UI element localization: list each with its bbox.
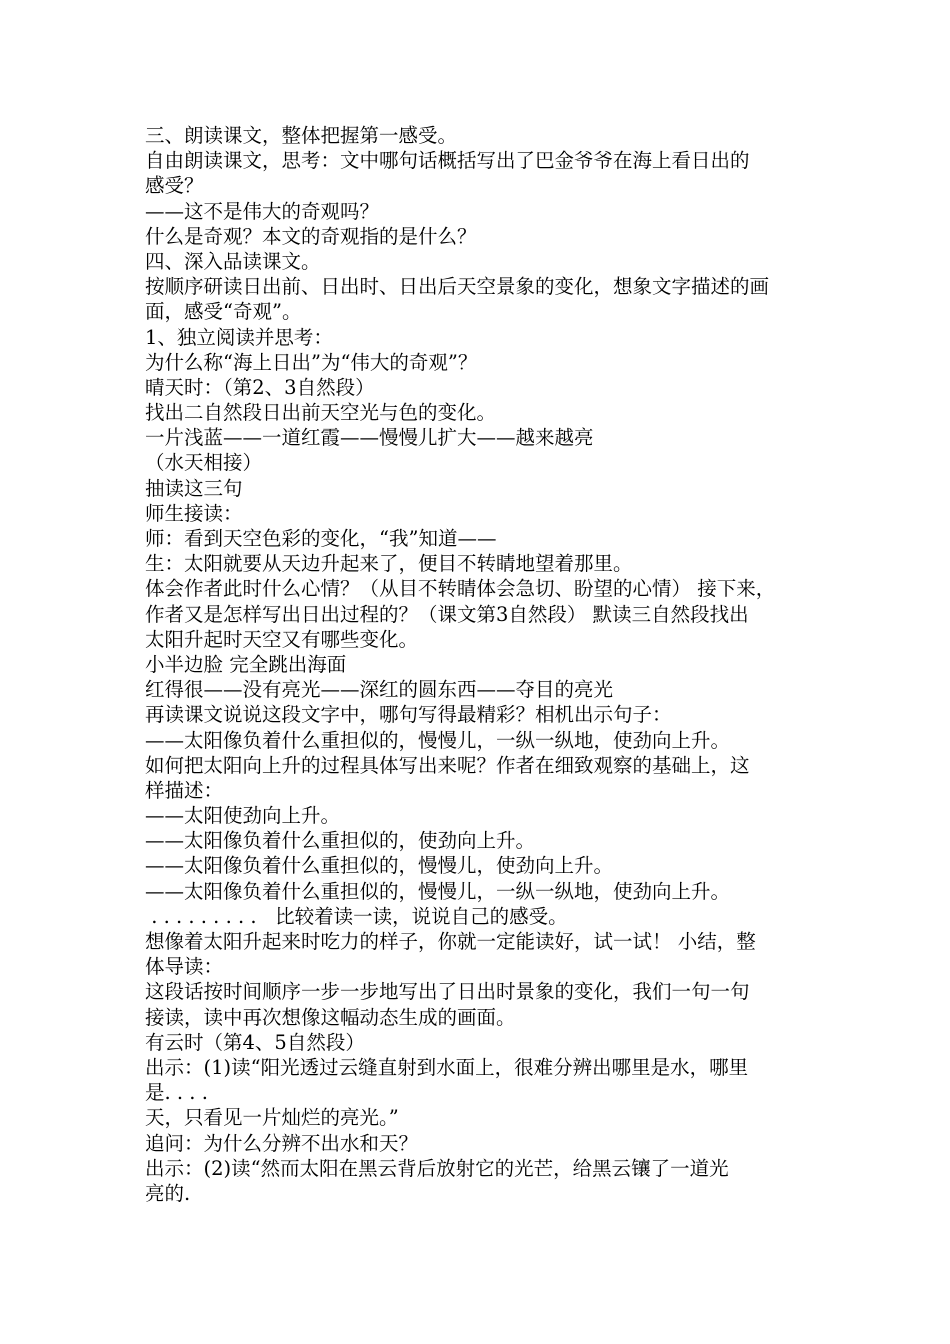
text-line: 这段话按时间顺序一步一步地写出了日出时景象的变化，我们一句一句 <box>145 980 750 1004</box>
text-line: . . . . . . . . . 比较着读一读，说说自己的感受。 <box>145 904 568 928</box>
text-line: ——太阳像负着什么重担似的，使劲向上升。 <box>145 829 536 853</box>
text-line: （水天相接） <box>145 451 263 475</box>
text-line: ——太阳像负着什么重担似的，慢慢儿，一纵一纵地，使劲向上升。 <box>145 728 731 752</box>
text-line: 出示：(1)读“阳光透过云缝直射到水面上，很难分辨出哪里是水，哪里 <box>145 1055 749 1079</box>
text-line: 生：太阳就要从天边升起来了，便目不转睛地望着那里。 <box>145 552 633 576</box>
text-line: 自由朗读课文，思考：文中哪句话概括写出了巴金爷爷在海上看日出的 <box>145 149 750 173</box>
section-heading: 四、深入品读课文。 <box>145 249 321 273</box>
text-line: 体导读： <box>145 955 224 979</box>
text-line: 作者又是怎样写出日出过程的？（课文第3自然段） 默读三自然段找出 <box>145 602 749 626</box>
text-line: 找出二自然段日出前天空光与色的变化。 <box>145 401 497 425</box>
text-line: 小半边脸 完全跳出海面 <box>145 652 347 676</box>
text-line: 有云时（第4、5自然段） <box>145 1030 365 1054</box>
text-line: 再读课文说说这段文字中，哪句写得最精彩？相机出示句子： <box>145 703 672 727</box>
text-line: 一片浅蓝——一道红霞——慢慢儿扩大——越来越亮 <box>145 426 594 450</box>
text-line: 体会作者此时什么心情？（从目不转睛体会急切、盼望的心情） 接下来， <box>145 577 776 601</box>
text-line: 红得很——没有亮光——深红的圆东西——夺目的亮光 <box>145 678 614 702</box>
text-line: 什么是奇观？本文的奇观指的是什么？ <box>145 224 477 248</box>
text-line: 1、独立阅读并思考： <box>145 325 333 349</box>
text-line: 师生接读： <box>145 501 243 525</box>
text-line: 亮的. <box>145 1181 191 1205</box>
text-line: 天，只看见一片灿烂的亮光。” <box>145 1106 399 1130</box>
text-line: 如何把太阳向上升的过程具体写出来呢？作者在细致观察的基础上，这 <box>145 753 750 777</box>
text-line: 按顺序研读日出前、日出时、日出后天空景象的变化，想象文字描述的画 <box>145 275 770 299</box>
text-line: 样描述： <box>145 778 224 802</box>
text-line: 出示：(2)读“然而太阳在黑云背后放射它的光芒，给黑云镶了一道光 <box>145 1156 729 1180</box>
text-line: 感受？ <box>145 174 204 198</box>
text-line: 接读，读中再次想像这幅动态生成的画面。 <box>145 1005 516 1029</box>
text-line: 太阳升起时天空又有哪些变化。 <box>145 627 419 651</box>
text-line: ——太阳像负着什么重担似的，慢慢儿，一纵一纵地，使劲向上升。 <box>145 879 731 903</box>
text-line: 为什么称“海上日出”为“伟大的奇观”？ <box>145 350 478 374</box>
text-line: ——太阳像负着什么重担似的，慢慢儿，使劲向上升。 <box>145 854 614 878</box>
text-line: 追问：为什么分辨不出水和天？ <box>145 1131 419 1155</box>
text-line: 是. . . . <box>145 1081 208 1105</box>
text-line: ——太阳使劲向上升。 <box>145 804 341 828</box>
text-line: 抽读这三句 <box>145 476 243 500</box>
text-line: ——这不是伟大的奇观吗？ <box>145 199 380 223</box>
text-line: 想像着太阳升起来时吃力的样子，你就一定能读好，试一试！ 小结，整 <box>145 930 756 953</box>
text-line: 晴天时：（第2、3自然段） <box>145 375 375 399</box>
document-body <box>145 123 825 1206</box>
text-line: 师：看到天空色彩的变化，“我”知道—— <box>145 527 497 550</box>
text-line: 三、朗读课文，整体把握第一感受。 <box>145 124 458 147</box>
text-line: 面，感受“奇观”。 <box>145 300 302 324</box>
